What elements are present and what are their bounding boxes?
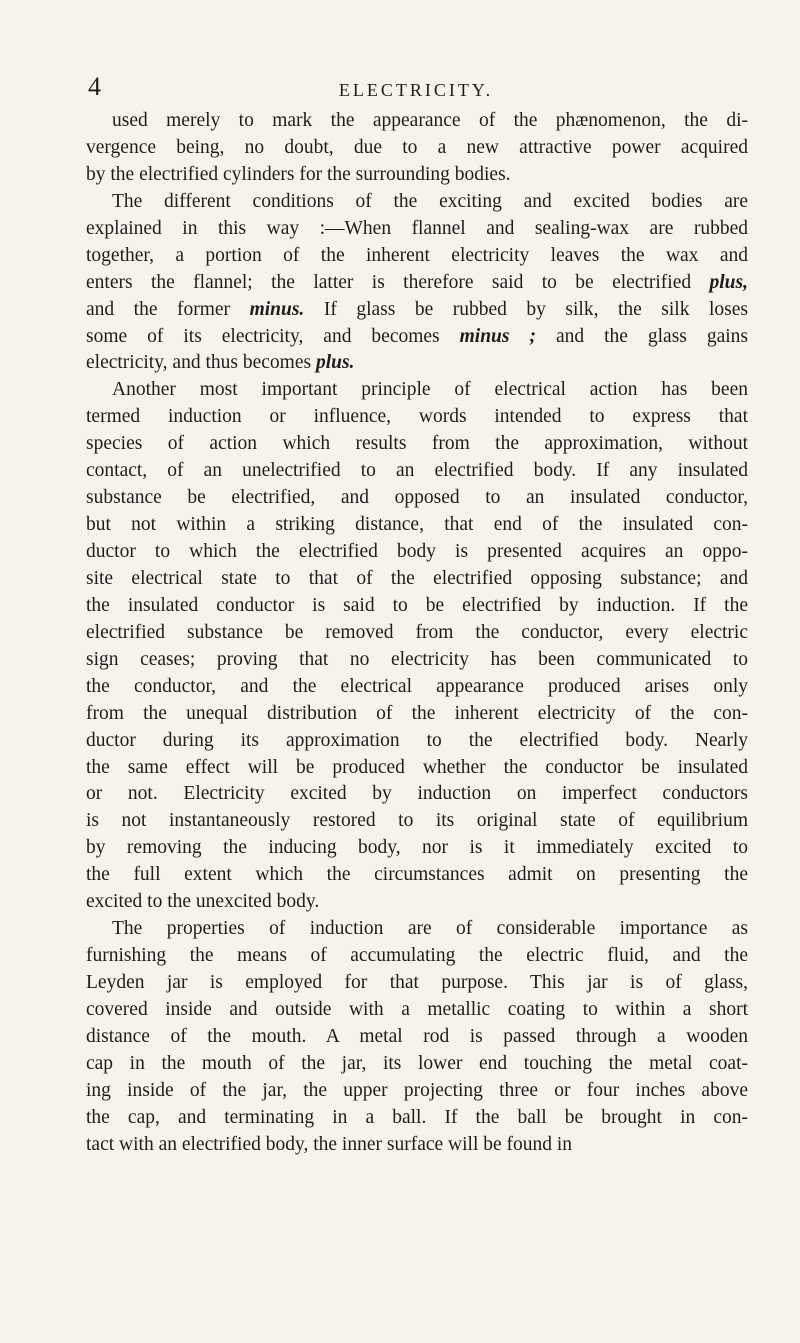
- text-segment: electricity, and thus becomes: [86, 352, 316, 374]
- text-segment: The properties of induction are of considerable importance as: [112, 918, 748, 940]
- text-line: [86, 458, 748, 485]
- text-line: [86, 377, 748, 404]
- text-line: [86, 728, 748, 755]
- text-segment: covered inside and outside with a metallic coating to within a short: [86, 998, 748, 1020]
- text-line: [86, 216, 748, 243]
- text-segment: together, a portion of the inherent electricity leaves the wax and: [86, 244, 748, 266]
- text-line: [86, 324, 748, 351]
- paragraph: [86, 189, 748, 378]
- text-line: [86, 1132, 748, 1159]
- text-segment: cap in the mouth of the jar, its lower end touching the metal coat-: [86, 1052, 748, 1074]
- text-segment: the conductor, and the electrical appearance produced arises only: [86, 675, 748, 697]
- text-line: [86, 1078, 748, 1105]
- text-line: [86, 647, 748, 674]
- text-segment: The different conditions of the exciting and excited bodies are: [112, 190, 748, 212]
- text-segment: species of action which results from the approximation, without: [86, 433, 748, 455]
- text-line: [86, 835, 748, 862]
- text-line: [86, 512, 748, 539]
- text-line: [86, 943, 748, 970]
- text-segment: ductor to which the electrified body is presented acquires an oppo-: [86, 541, 748, 562]
- text-segment: ing inside of the jar, the upper projecting three or four inches above: [86, 1079, 748, 1101]
- text-segment: from the unequal distribution of the inherent electricity of the con-: [86, 702, 748, 724]
- text-segment: contact, of an unelectrified to an electrified body. If any insulated: [86, 460, 748, 482]
- text-line: [86, 1024, 748, 1051]
- text-segment: Leyden jar is employed for that purpose. This jar is of glass,: [86, 972, 748, 993]
- text-line: [86, 485, 748, 512]
- text-segment: electrified substance be removed from the conductor, every electric: [86, 621, 748, 643]
- emphasis-text: plus.: [315, 352, 355, 374]
- text-line: [86, 674, 748, 701]
- text-segment: substance be electrified, and opposed to an insulated conductor,: [86, 487, 748, 509]
- text-segment: explained in this way :—When flannel and sealing-wax are rubbed: [86, 217, 748, 239]
- text-segment: by removing the inducing body, nor is it immediately excited to: [86, 837, 748, 859]
- text-line: [86, 162, 748, 189]
- text-segment: If glass be rubbed by silk, the silk loses: [304, 298, 748, 320]
- text-segment: or not. Electricity excited by induction on imperfect conductors: [86, 783, 748, 805]
- text-segment: site electrical state to that of the electrified opposing substance; and: [86, 567, 748, 589]
- emphasis-text: minus ;: [459, 325, 536, 347]
- text-line: [86, 270, 748, 297]
- text-line: [86, 135, 748, 162]
- text-line: [86, 566, 748, 593]
- text-segment: enters the flannel; the latter is therefore said to be electrified: [86, 271, 710, 293]
- text-line: [86, 297, 748, 324]
- text-line: [86, 755, 748, 782]
- text-line: [86, 189, 748, 216]
- text-line: [86, 620, 748, 647]
- text-line: [86, 701, 748, 728]
- text-segment: furnishing the means of accumulating the electric fluid, and the: [86, 945, 748, 967]
- text-segment: some of its electricity, and becomes: [86, 325, 460, 347]
- text-segment: distance of the mouth. A metal rod is passed through a wooden: [86, 1025, 748, 1047]
- running-title: ELECTRICITY.: [338, 80, 494, 100]
- text-segment: but not within a striking distance, that end of the insulated con-: [86, 514, 748, 536]
- text-line: [86, 593, 748, 620]
- text-segment: tact with an electrified body, the inner surface will be found in: [86, 1133, 573, 1155]
- text-line: [86, 970, 748, 997]
- page-number: 4: [88, 72, 101, 101]
- text-segment: by the electrified cylinders for the surrounding bodies.: [86, 163, 511, 185]
- text-segment: the same effect will be produced whether the conductor be insulated: [86, 756, 748, 778]
- text-line: [86, 916, 748, 943]
- body-text: [86, 108, 748, 1159]
- text-line: [86, 404, 748, 431]
- text-segment: and the former: [86, 298, 250, 320]
- text-segment: ductor during its approximation to the electrified body. Nearly: [86, 729, 748, 751]
- text-segment: the insulated conductor is said to be electrified by induction. If the: [86, 594, 748, 616]
- paragraph: [86, 377, 748, 916]
- text-segment: is not instantaneously restored to its original state of equilibrium: [86, 810, 748, 832]
- text-line: [86, 808, 748, 835]
- text-segment: the full extent which the circumstances admit on presenting the: [86, 864, 748, 886]
- paragraph: [86, 916, 748, 1158]
- text-line: [86, 539, 748, 566]
- text-line: [86, 431, 748, 458]
- text-segment: the cap, and terminating in a ball. If the ball be brought in con-: [86, 1106, 748, 1128]
- text-line: [86, 350, 748, 377]
- text-segment: Another most important principle of electrical action has been: [112, 379, 748, 401]
- running-head: [88, 74, 744, 104]
- text-line: [86, 1051, 748, 1078]
- text-line: [86, 781, 748, 808]
- text-line: [86, 889, 748, 916]
- text-segment: excited to the unexcited body.: [86, 891, 320, 913]
- text-line: [86, 243, 748, 270]
- text-segment: termed induction or influence, words intended to express that: [86, 406, 748, 428]
- text-line: [86, 1105, 748, 1132]
- text-line: [86, 108, 748, 135]
- text-segment: used merely to mark the appearance of the phænomenon, the di-: [112, 110, 748, 131]
- text-segment: sign ceases; proving that no electricity has been communicated to: [86, 648, 748, 670]
- emphasis-text: plus,: [709, 271, 748, 293]
- text-segment: and the glass gains: [535, 325, 749, 347]
- text-segment: vergence being, no doubt, due to a new attractive power acquired: [86, 136, 748, 158]
- paragraph: [86, 108, 748, 189]
- text-line: [86, 862, 748, 889]
- text-line: [86, 997, 748, 1024]
- emphasis-text: minus.: [249, 298, 305, 320]
